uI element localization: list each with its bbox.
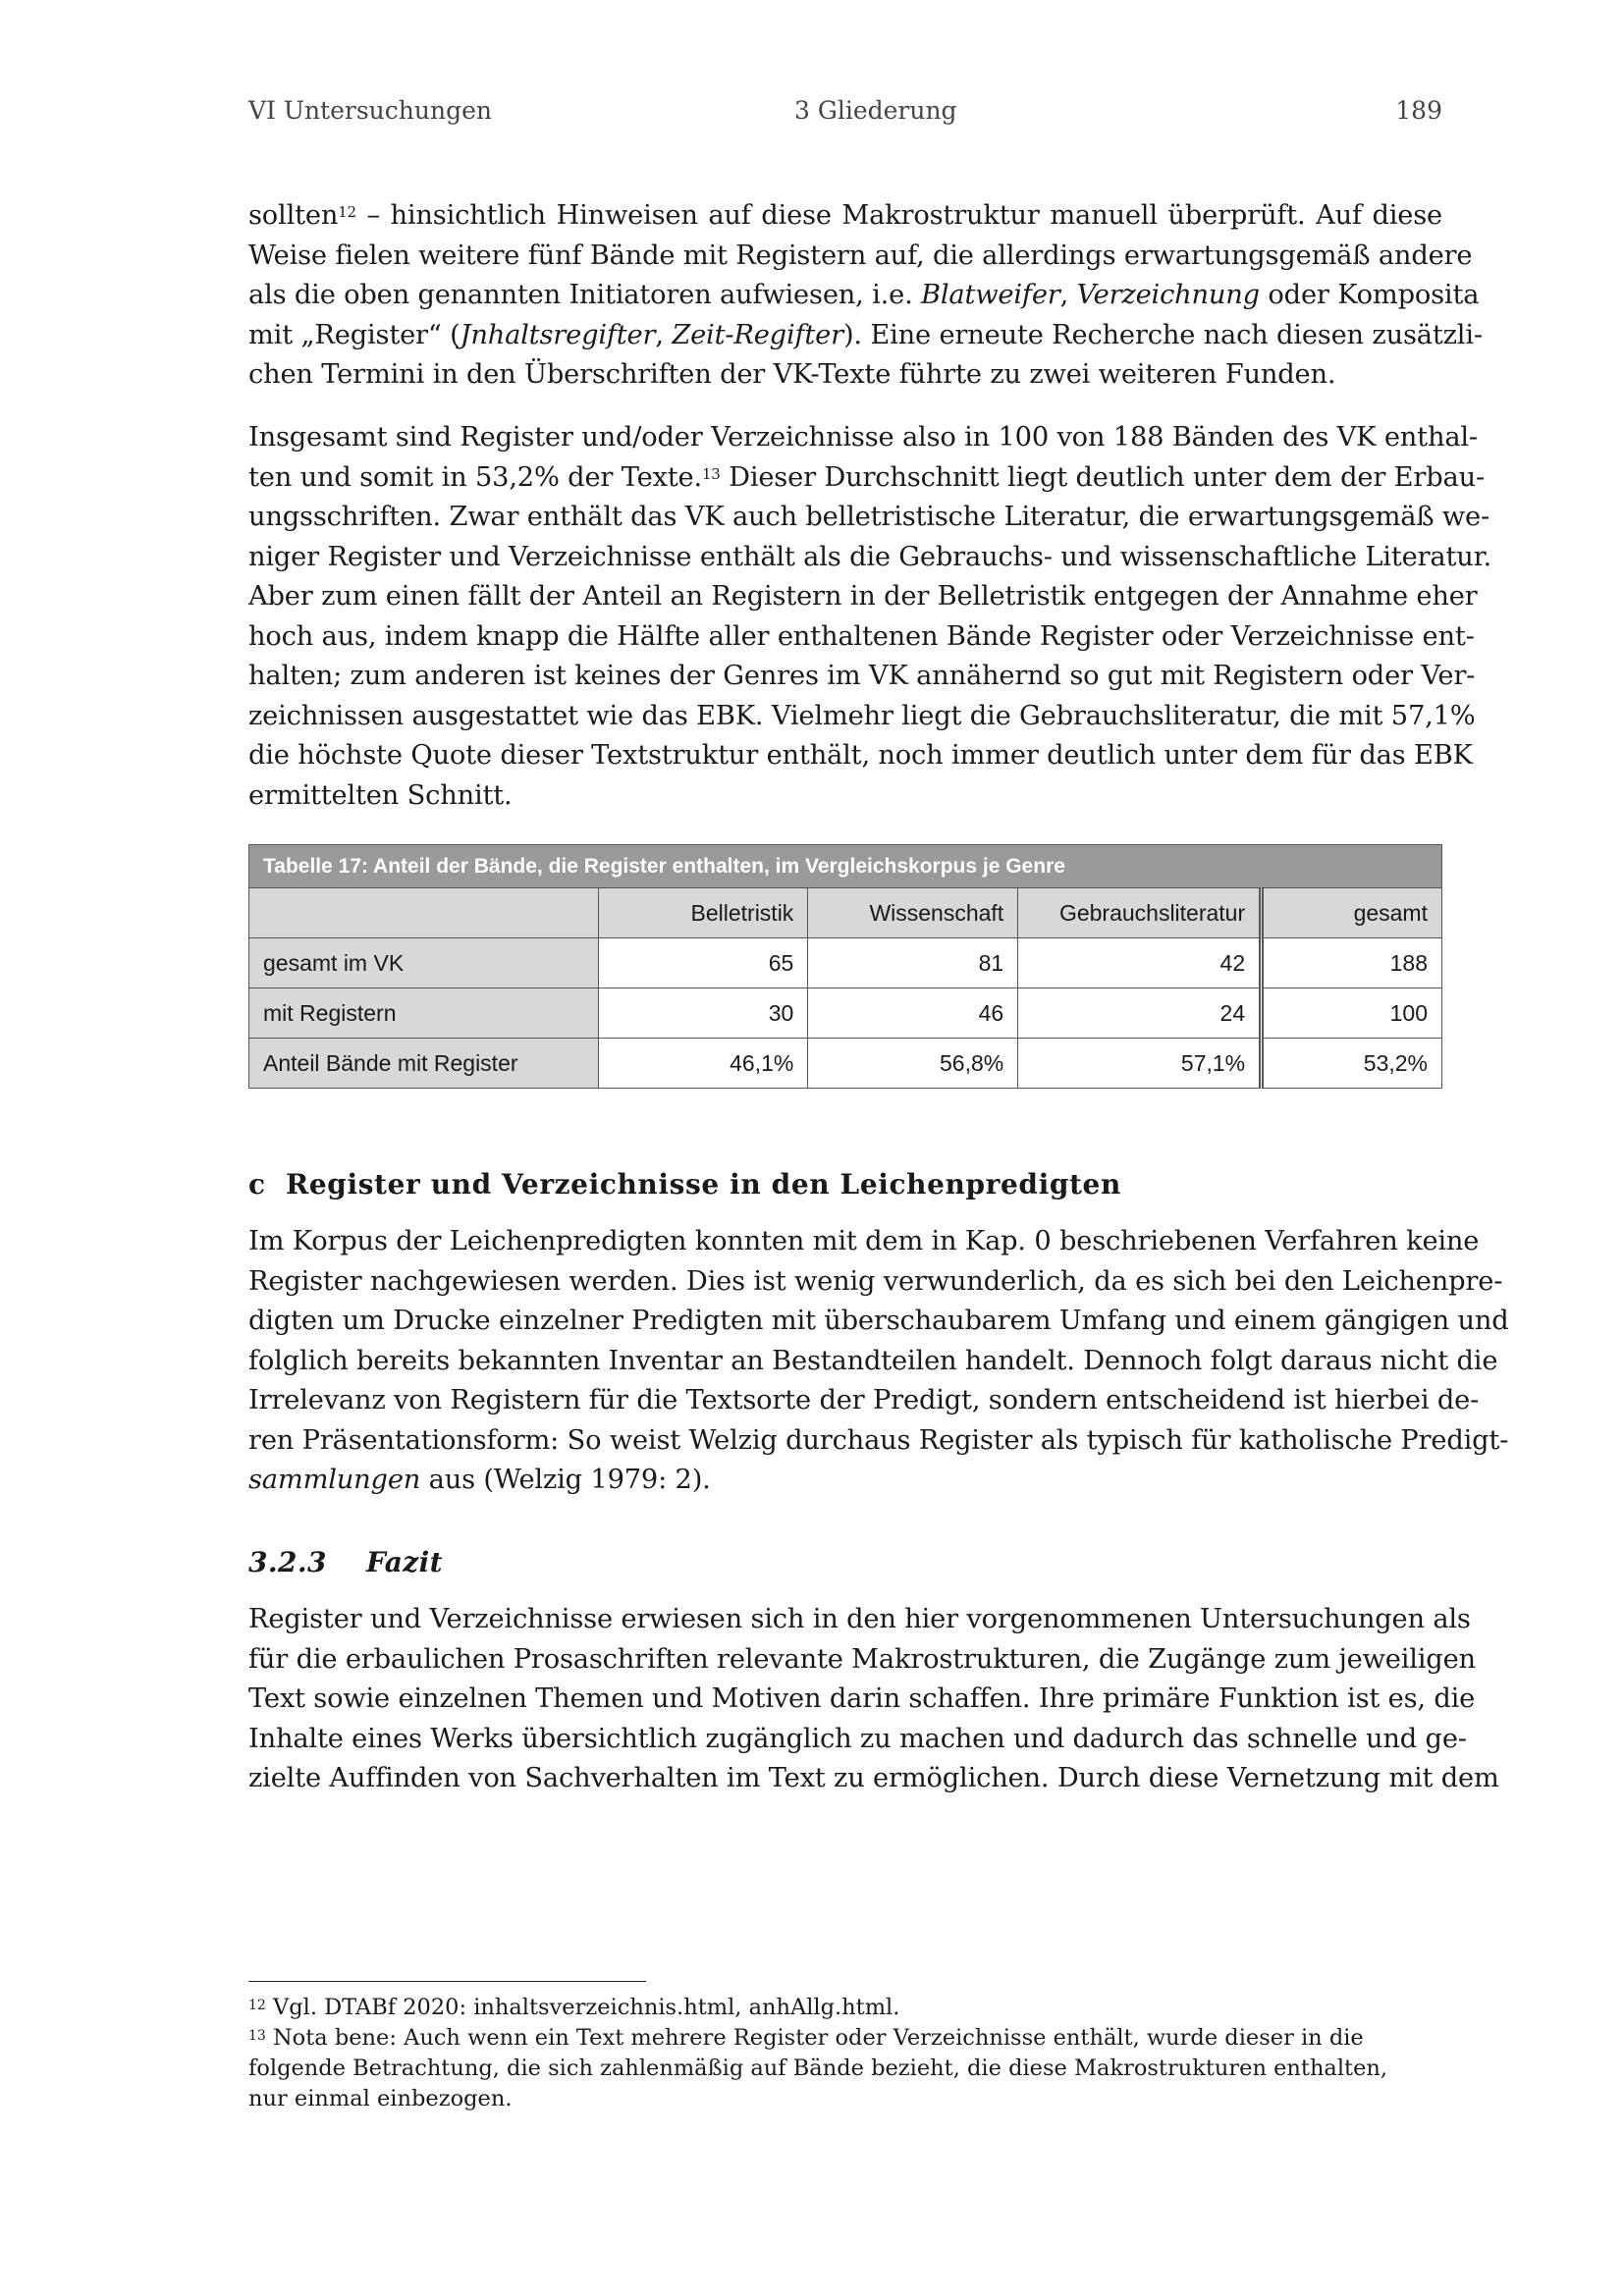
table-row bbox=[249, 1039, 1442, 1089]
table-cell: 100 bbox=[1262, 988, 1442, 1039]
text-line: zeichnissen ausgestattet wie das EBK. Vielmehr liegt die Gebrauchsliteratur, die mit 57,1% bbox=[248, 700, 1476, 731]
text-line: Insgesamt sind Register und/oder Verzeichnisse also in 100 von 188 Bänden des VK enthal- bbox=[248, 422, 1478, 453]
text-line: zielte Auffinden von Sachverhalten im Text zu ermöglichen. Durch diese Vernetzung mit dem bbox=[248, 1763, 1499, 1793]
text-line: Aber zum einen fällt der Anteil an Registern in der Belletristik entgegen der Annahme eher bbox=[248, 581, 1478, 612]
table-row bbox=[249, 938, 1442, 988]
text-line: die höchste Quote dieser Textstruktur enthält, noch immer deutlich unter dem für das EBK bbox=[248, 740, 1473, 771]
col-header-belletristik: Belletristik bbox=[598, 888, 808, 938]
paragraph-3 bbox=[248, 1222, 1509, 1501]
subsection-heading bbox=[248, 1168, 1121, 1201]
text-line: folglich bereits bekannten Inventar an Bestandteilen handelt. Dennoch folgt daraus nicht die bbox=[248, 1345, 1498, 1376]
text-line: Register und Verzeichnisse erwiesen sich in den hier vorgenommenen Untersuchungen als bbox=[248, 1604, 1471, 1634]
paragraph-2 bbox=[248, 418, 1491, 816]
text-line: ren Präsentationsform: So weist Welzig durchaus Register als typisch für katholische Predigt- bbox=[248, 1424, 1509, 1456]
text-line: halten; zum anderen ist keines der Genres im VK annähernd so gut mit Registern oder Ver- bbox=[248, 661, 1476, 691]
header-chapter: VI Untersuchungen bbox=[248, 96, 492, 125]
row-label: mit Registern bbox=[249, 988, 599, 1039]
text-line: Register nachgewiesen werden. Dies ist wenig verwunderlich, da es sich bei den Leichenpre- bbox=[248, 1265, 1503, 1297]
table-cell: 81 bbox=[808, 938, 1018, 988]
table-header-row bbox=[249, 888, 1442, 938]
text-line: sollten$^{12}$ – hinsichtlich Hinweisen auf diese Makrostruktur manuell überprüft. Auf diese bbox=[248, 200, 1442, 231]
text-line: Irrelevanz von Registern für die Textsorte der Predigt, sondern entscheidend ist hierbei de- bbox=[248, 1385, 1480, 1415]
table-cell: 42 bbox=[1018, 938, 1262, 988]
text-line: ungsschriften. Zwar enthält das VK auch belletristische Literatur, die erwartungsgemäß we- bbox=[248, 502, 1489, 532]
footnote-12: $^{12}$ Vgl. DTABf 2020: inhaltsverzeichnis.html, anhAllg.html. bbox=[248, 1995, 900, 2020]
table-cell: 30 bbox=[598, 988, 808, 1039]
text-line: Im Korpus der Leichenpredigten konnten mit dem in Kap. 0 beschriebenen Verfahren keine bbox=[248, 1226, 1480, 1256]
footnote-number: 13 bbox=[248, 2028, 266, 2044]
footnotes bbox=[248, 1993, 1442, 2114]
footnote-13-line: nur einmal einbezogen. bbox=[248, 2086, 513, 2111]
text-line: ten und somit in 53,2% der Texte.$^{13}$ Dieser Durchschnitt liegt deutlich unter dem der Erbau- bbox=[248, 461, 1485, 493]
footnote-divider bbox=[248, 1981, 646, 1982]
running-header bbox=[248, 96, 1442, 130]
table-cell: 24 bbox=[1018, 988, 1262, 1039]
table-cell: 53,2% bbox=[1262, 1039, 1442, 1089]
text-line: für die erbaulichen Prosaschriften relevante Makrostrukturen, die Zugänge zum jeweiligen bbox=[248, 1643, 1476, 1675]
section-number: 3.2.3 bbox=[248, 1546, 327, 1578]
table-cell: 46,1% bbox=[598, 1039, 808, 1089]
table-row bbox=[249, 988, 1442, 1039]
table-caption: Tabelle 17: Anteil der Bände, die Register enthalten, im Vergleichskorpus je Genre bbox=[249, 845, 1442, 888]
footnote-13: $^{13}$ Nota bene: Auch wenn ein Text mehrere Register oder Verzeichnisse enthält, wurde dieser in die bbox=[248, 2025, 1364, 2051]
text-line: Inhalte eines Werks übersichtlich zugänglich zu machen und dadurch das schnelle und ge- bbox=[248, 1723, 1467, 1754]
col-header-wissenschaft: Wissenschaft bbox=[808, 888, 1018, 938]
row-label: Anteil Bände mit Register bbox=[249, 1039, 599, 1089]
section-title: Fazit bbox=[366, 1546, 443, 1578]
text-line: niger Register und Verzeichnisse enthält als die Gebrauchs- und wissenschaftliche Literatur. bbox=[248, 541, 1491, 572]
header-section: 3 Gliederung bbox=[794, 96, 957, 125]
text-line: chen Termini in den Überschriften der VK-Texte führte zu zwei weiteren Funden. bbox=[248, 359, 1336, 390]
text-line: mit „Register“ (Jnhaltsregifter, Zeit-Regifter). Eine erneute Recherche nach diesen zusätzli- bbox=[248, 319, 1483, 350]
genre-register-table bbox=[248, 844, 1442, 1089]
section-heading bbox=[248, 1546, 443, 1578]
footnote-number: 12 bbox=[248, 1998, 266, 2013]
paragraph-4 bbox=[248, 1600, 1499, 1799]
text-line: ermittelten Schnitt. bbox=[248, 779, 513, 811]
table-cell: 46 bbox=[808, 988, 1018, 1039]
subsection-title: Register und Verzeichnisse in den Leichenpredigten bbox=[286, 1168, 1121, 1201]
table-cell: 56,8% bbox=[808, 1039, 1018, 1089]
col-header-gebrauchsliteratur: Gebrauchsliteratur bbox=[1018, 888, 1262, 938]
table-header-empty bbox=[249, 888, 599, 938]
text-line: sammlungen aus (Welzig 1979: 2). bbox=[248, 1465, 711, 1495]
text-line: Weise fielen weitere fünf Bände mit Registern auf, die allerdings erwartungsgemäß andere bbox=[248, 240, 1473, 271]
text-line: hoch aus, indem knapp die Hälfte aller enthaltenen Bände Register oder Verzeichnisse ent- bbox=[248, 620, 1475, 652]
col-header-gesamt: gesamt bbox=[1262, 888, 1442, 938]
footnote-ref-12[interactable]: 12 bbox=[338, 203, 356, 221]
row-label: gesamt im VK bbox=[249, 938, 599, 988]
text-line: als die oben genannten Initiatoren aufwiesen, i.e. Blatweifer, Verzeichnung oder Komposita bbox=[248, 280, 1480, 310]
text-line: Text sowie einzelnen Themen und Motiven darin schaffen. Ihre primäre Funktion ist es, die bbox=[248, 1683, 1476, 1714]
paragraph-1 bbox=[248, 196, 1483, 396]
table-cell: 65 bbox=[598, 938, 808, 988]
footnote-ref-13[interactable]: 13 bbox=[701, 464, 721, 483]
text-line: digten um Drucke einzelner Predigten mit überschaubarem Umfang und einem gängigen und bbox=[248, 1306, 1509, 1336]
subsection-letter: c bbox=[248, 1168, 266, 1201]
table-cell: 188 bbox=[1262, 938, 1442, 988]
footnote-13-line: folgende Betrachtung, die sich zahlenmäßig auf Bände bezieht, die diese Makrostrukturen enthalten, bbox=[248, 2056, 1388, 2081]
page-number: 189 bbox=[1395, 96, 1442, 125]
table-caption-row bbox=[249, 845, 1442, 888]
table-cell: 57,1% bbox=[1018, 1039, 1262, 1089]
